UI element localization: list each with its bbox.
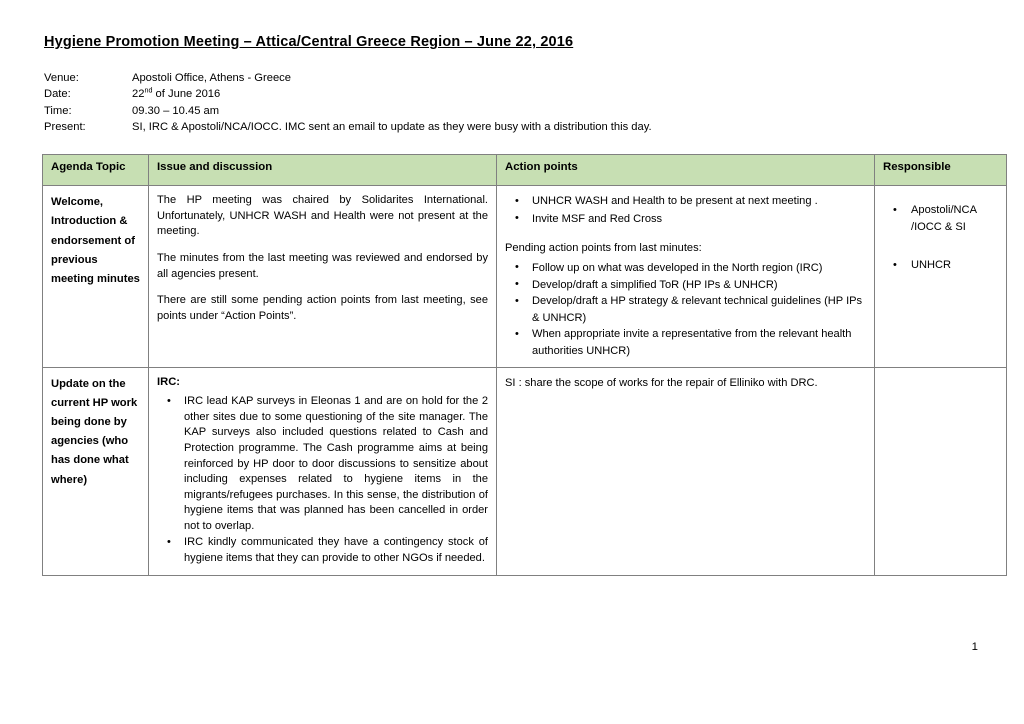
meeting-metadata (44, 70, 978, 135)
issue-paragraph: The minutes from the last meeting was reviewed and endorsed by all agencies present. (157, 251, 488, 280)
date-label: Date: (44, 88, 71, 101)
page-title: Hygiene Promotion Meeting – Attica/Central Greece Region – June 22, 2016 (44, 34, 574, 50)
column-header-responsible: Responsible (875, 155, 1007, 186)
issue-discussion-cell (149, 186, 497, 367)
issue-lead-label: IRC: (157, 375, 180, 388)
list-item: • Invite MSF and Red Cross (505, 211, 866, 228)
time-value: 09.30 – 10.45 am (132, 104, 220, 117)
agenda-topic-cell: Update on the current HP work being done by agencies (who has done what where) (43, 367, 149, 575)
pending-action-points-label: Pending action points from last minutes: (505, 242, 702, 255)
list-item: • When appropriate invite a representative from the relevant health authorities UNHCR) (505, 326, 866, 359)
action-points-list (505, 193, 866, 227)
action-point-text: SI : share the scope of works for the repair of Elliniko with DRC. (505, 376, 818, 389)
column-header-agenda-topic: Agenda Topic (43, 155, 149, 186)
venue-label: Venue: (44, 72, 79, 84)
table-row (43, 367, 1007, 575)
date-ordinal-suffix: nd (144, 85, 153, 95)
list-item: • UNHCR (883, 257, 998, 274)
date-day: 22 (132, 88, 145, 101)
action-points-cell (497, 186, 875, 367)
column-header-issue-discussion: Issue and discussion (149, 155, 497, 186)
list-item: • Follow up on what was developed in the North region (IRC) (505, 260, 866, 277)
pending-action-points-list (505, 260, 866, 360)
spacer (883, 193, 998, 202)
spacer (505, 228, 866, 240)
list-item: • Apostoli/NCA /IOCC & SI (883, 202, 998, 235)
date-value (132, 86, 978, 102)
issue-paragraph: The HP meeting was chaired by Solidarites International. Unfortunately, UNHCR WASH and Health were not present at the meeting. (157, 194, 488, 238)
list-item: • Develop/draft a simplified ToR (HP IPs & UNHCR) (505, 277, 866, 294)
date-rest: of June 2016 (152, 88, 221, 101)
time-label: Time: (44, 104, 72, 117)
venue-value: Apostoli Office, Athens - Greece (132, 72, 291, 84)
table-row (43, 186, 1007, 367)
list-item: • UNHCR WASH and Health to be present at next meeting . (505, 193, 866, 210)
issue-paragraph: There are still some pending action points from last meeting, see points under “Action Points”. (157, 294, 488, 322)
meta-row-present (44, 119, 978, 135)
present-value: SI, IRC & Apostoli/NCA/IOCC. IMC sent an email to update as they were busy with a distribution this day. (132, 120, 652, 133)
responsible-cell (875, 367, 1007, 575)
issue-discussion-cell (149, 367, 497, 575)
present-label: Present: (44, 120, 86, 133)
responsible-cell (875, 186, 1007, 367)
responsible-list (883, 202, 998, 274)
list-item: • IRC kindly communicated they have a contingency stock of hygiene items that they can provide to other NGOs if needed. (157, 535, 488, 566)
meta-row-date (44, 86, 978, 102)
action-points-cell (497, 367, 875, 575)
agenda-topic-cell: Welcome, Introduction & endorsement of previous meeting minutes (43, 186, 149, 367)
list-item: • Develop/draft a HP strategy & relevant technical guidelines (HP IPs & UNHCR) (505, 293, 866, 326)
page-number: 1 (971, 641, 978, 653)
issue-bullet-list (157, 394, 488, 567)
table-header-row (43, 155, 1007, 186)
meta-row-time (44, 103, 978, 119)
column-header-action-points: Action points (497, 155, 875, 186)
meta-row-venue (44, 70, 978, 86)
meeting-minutes-table (42, 154, 1007, 575)
list-item: • IRC lead KAP surveys in Eleonas 1 and are on hold for the 2 other sites due to some questioning of the site manager. The KAP surveys also included questions related to Cash and Protection programme. The Cash programme aims at being reinforced by HP door to door discussions to sensitize about including expenses related to hygiene items in the migrants/refugees purchases. In this sense, the distribution of hygiene items that was planned has been cancelled in order not to overlap. (157, 394, 488, 534)
